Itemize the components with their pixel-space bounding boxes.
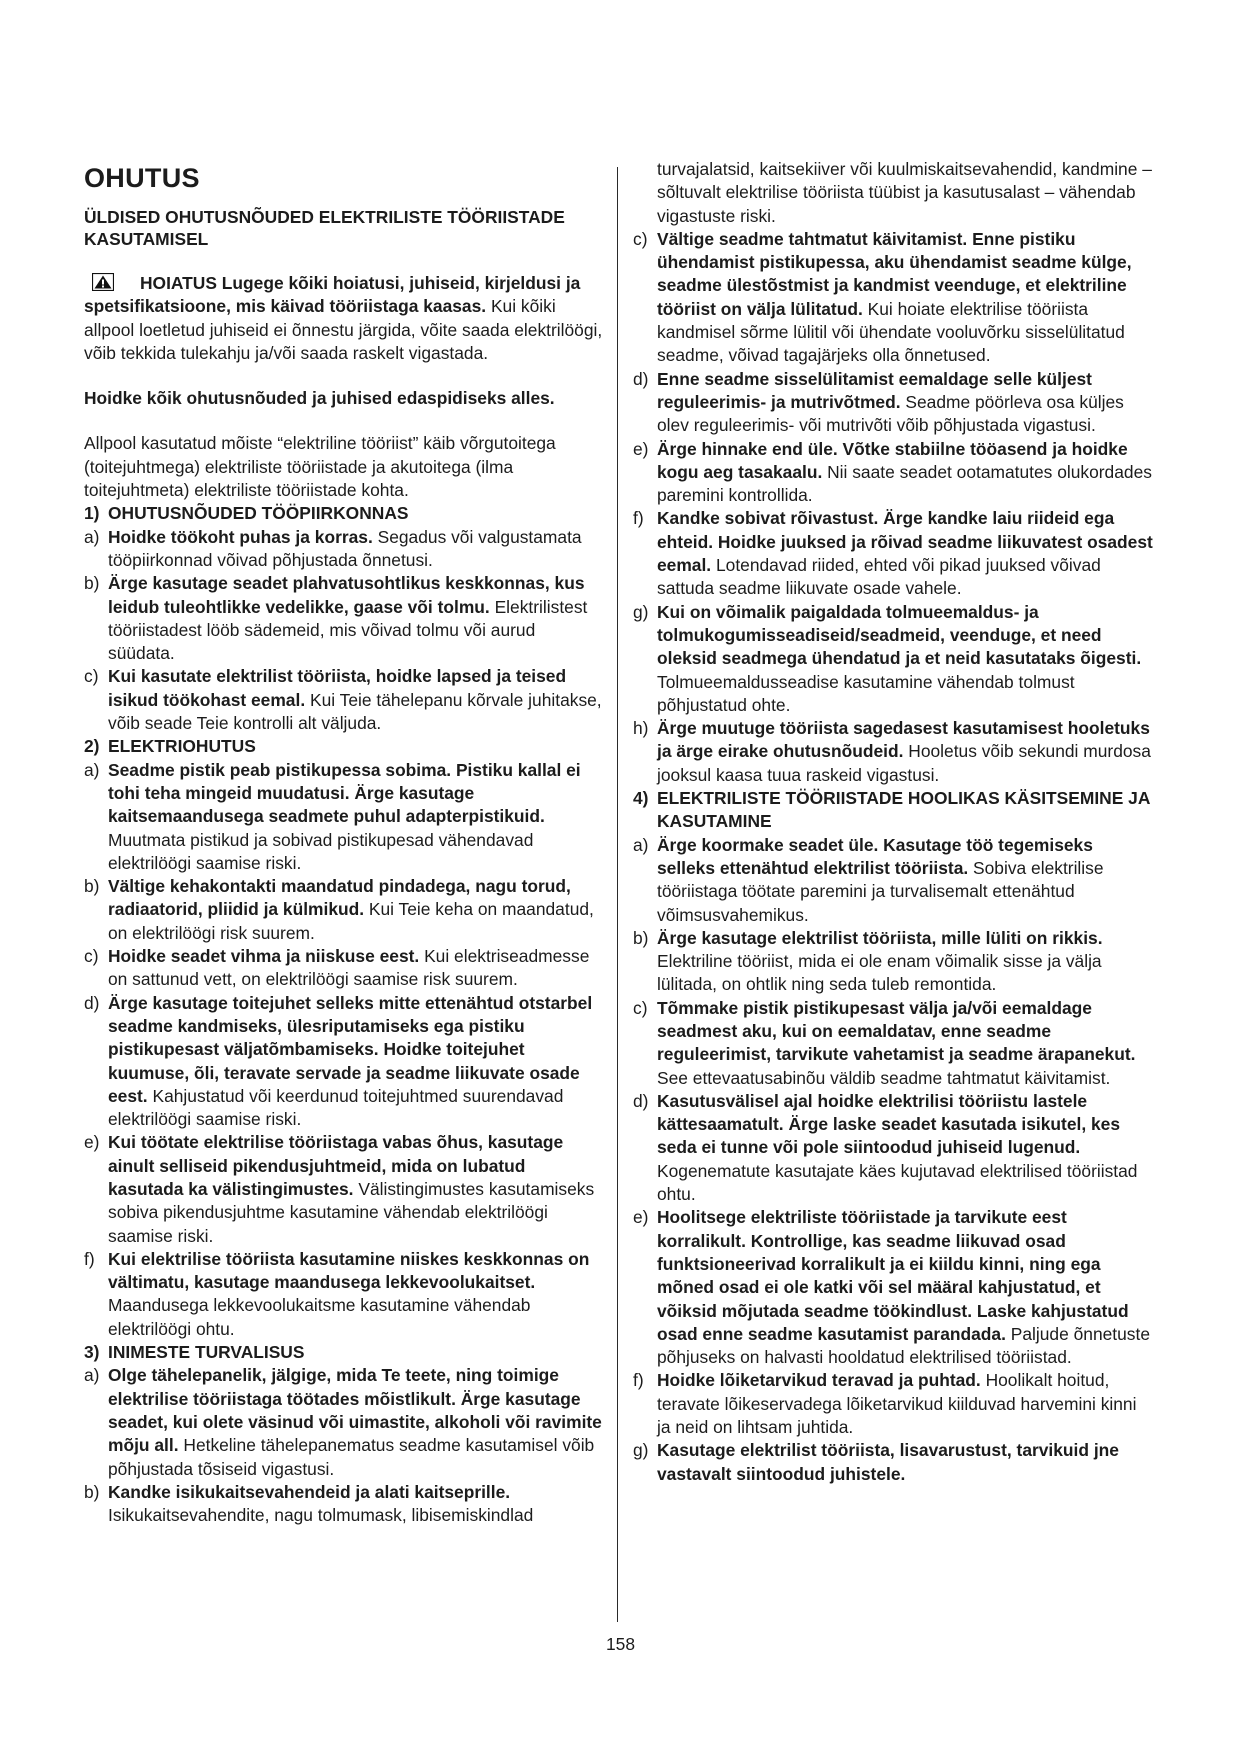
list-item — [84, 1248, 604, 1341]
list-item — [633, 997, 1153, 1090]
item-label: d) — [633, 1090, 649, 1111]
list-item — [84, 526, 604, 573]
section-number: 1) — [84, 503, 100, 524]
list-item — [84, 1364, 604, 1480]
item-plain-text: Seadme pöörleva osa küljes olev reguleerimis- või mutrivõti võib põhjustada vigastusi. — [657, 391, 1124, 436]
item-text — [657, 228, 1153, 368]
item-plain-text: Maandusega lekkevoolukaitsme kasutamine vähendab elektrilöögi ohtu. — [108, 1295, 531, 1339]
list-item — [84, 1481, 604, 1528]
item-label: f) — [633, 508, 644, 529]
item-bold-text: Seadme pistik peab pistikupessa sobima. Pistiku kallal ei tohi teha mingeid muudatusi. Ärge kasutage kaitsemaandusega seadmete puhul adapterpistikuid. — [108, 759, 581, 827]
list-item — [633, 1369, 1153, 1439]
item-label: a) — [84, 526, 100, 547]
item-label: e) — [633, 1207, 649, 1228]
right-items-section-4 — [633, 834, 1153, 1486]
item-text — [108, 992, 604, 1132]
section-title: ELEKTRIOHUTUS — [108, 736, 256, 757]
item-text — [108, 1131, 604, 1247]
list-item — [633, 368, 1153, 438]
warning-text: Kui kõiki allpool loetletud juhiseid ei õnnestu järgida, võite saada elektrilöögi, võib tekkida tulekahju ja/või saada raskelt vigastada. — [84, 296, 603, 363]
left-column — [84, 158, 604, 1527]
right-items-section-3 — [633, 228, 1153, 787]
item-plain-text: Välistingimustes kasutamiseks sobiva pikendusjuhtme kasutamine vähendab elektrilöögi saamise riski. — [108, 1178, 595, 1246]
right-column — [633, 158, 1153, 1486]
list-item — [633, 834, 1153, 927]
warning-heading: HOIATUS Lugege kõiki hoiatusi, juhiseid, kirjeldusi ja spetsifikatsioone, mis käivad tööriistaga kaasas. — [84, 273, 581, 317]
left-sections — [84, 502, 604, 1527]
list-item — [633, 601, 1153, 717]
list-item — [84, 875, 604, 945]
item-label: a) — [84, 759, 100, 780]
item-label: a) — [633, 834, 649, 855]
item-bold-text: Ärge hinnake end üle. Võtke stabiilne tööasend ja hoidke kogu aeg tasakaalu. — [657, 438, 1128, 482]
section-subtitle: ÜLDISED OHUTUSNÕUDED ELEKTRILISTE TÖÖRIISTADE KASUTAMISEL — [84, 207, 565, 249]
item-text — [657, 834, 1153, 927]
item-plain-text: Kahjustatud või keerdunud toitejuhtmed suurendavad elektrilöögi saamise riski. — [108, 1085, 564, 1130]
item-text — [108, 945, 604, 992]
item-plain-text: Hooletus võib sekundi murdosa jooksul kaasa tuua raskeid vigastusi. — [657, 741, 1151, 785]
item-plain-text: Kui hoiate elektrilise tööriista kandmisel sõrme lülitil või ühendate vooluvõrku sisselülitatud seadme, võivad tagajärjeks olla õnnetused. — [657, 298, 1125, 366]
item-text — [108, 572, 604, 665]
warning-paragraph — [84, 272, 604, 365]
item-bold-text: Kasutusvälisel ajal hoidke elektrilisi tööriistu lastele kättesaamatult. Ärge laske seadet kasutada isikutel, kes seda ei tunne või pole siintoodud juhiseid lugenud. — [657, 1090, 1121, 1158]
section-number: 4) — [633, 788, 649, 809]
item-label: d) — [84, 992, 100, 1013]
section-heading — [84, 502, 604, 525]
item-label: b) — [633, 927, 649, 948]
list-item — [84, 992, 604, 1132]
item-text — [657, 601, 1153, 717]
item-text — [108, 1481, 604, 1528]
item-bold-text: Vältige seadme tahtmatut käivitamist. Enne pistiku ühendamist pistikupessa, aku ühendamist seadme külge, seadme ülestõstmist ja kandmist veenduge, et elektriline tööriist on välja lülitatud. — [657, 228, 1132, 319]
item-text — [657, 1369, 1153, 1439]
item-label: d) — [633, 368, 649, 389]
list-item — [633, 1439, 1153, 1486]
list-item — [633, 507, 1153, 600]
item-bold-text: Hoidke seadet vihma ja niiskuse eest. — [108, 946, 420, 967]
item-bold-text: Hoidke lõiketarvikud teravad ja puhtad. — [657, 1370, 981, 1391]
item-bold-text: Ärge kasutage elektrilist tööriista, mille lüliti on rikkis. — [657, 927, 1103, 948]
item-label: e) — [84, 1132, 100, 1153]
item-bold-text: Kui töötate elektrilise tööriistaga vabas õhus, kasutage ainult selliseid pikendusjuhtmeid, mida on lubatud kasutada ka välistingimustes. — [108, 1132, 564, 1199]
item-label: c) — [633, 997, 648, 1018]
item-text — [657, 1090, 1153, 1206]
item-plain-text: Kui Teie tähelepanu kõrvale juhitakse, võib seade Teie kontrolli alt väljuda. — [108, 689, 602, 734]
item-bold-text: Enne seadme sisselülitamist eemaldage selle küljest reguleerimis- ja mutrivõtmed. — [657, 368, 1092, 412]
list-item — [633, 1090, 1153, 1206]
item-plain-text: Hoolikalt hoitud, teravate lõikeservadega lõiketarvikud kiilduvad harvemini kinni ja neid on lihtsam juhtida. — [657, 1370, 1137, 1438]
item-label: b) — [84, 876, 100, 897]
list-item — [633, 927, 1153, 997]
item-text — [657, 997, 1153, 1090]
item-plain-text: See ettevaatusabinõu väldib seadme tahtmatut käivitamist. — [657, 1067, 1111, 1088]
item-plain-text: Sobiva elektrilise tööriistaga töötate paremini ja turvalisemalt ettenähtud võimsusvahemikus. — [657, 857, 1104, 925]
list-item — [84, 945, 604, 992]
section-number: 2) — [84, 736, 100, 757]
item-label: a) — [84, 1365, 100, 1386]
item-text — [108, 1364, 604, 1480]
item-bold-text: Kandke isikukaitsevahendeid ja alati kaitseprille. — [108, 1481, 511, 1502]
item-plain-text: Paljude õnnetuste põhjuseks on halvasti hooldatud elektrilised tööriistad. — [657, 1323, 1150, 1368]
item-text — [657, 1206, 1153, 1369]
page-number: 158 — [605, 1634, 635, 1654]
item-label: c) — [84, 666, 99, 687]
item-bold-text: Hoolitsege elektriliste tööriistade ja tarvikute eest korralikult. Kontrollige, kas seadme liikuvad osad funktsioneerivad korralikult ja ei kiildu kinni, ning ega mõned osad ei ole katki või sel määral kahjustatud, et võiksid mõjutada seadme töökindlust. Laske kahjustatud osad enne seadme kasutamist parandada. — [657, 1207, 1129, 1344]
list-item — [633, 438, 1153, 508]
item-label: g) — [633, 1440, 649, 1461]
item-plain-text: Nii saate seadet ootamatutes olukordades paremini kontrollida. — [657, 461, 1152, 506]
item-plain-text: Muutmata pistikud ja sobivad pistikupesad vähendavad elektrilöögi saamise riski. — [108, 829, 534, 873]
list-item — [84, 759, 604, 875]
item-text — [657, 507, 1153, 600]
item-text — [108, 875, 604, 945]
item-bold-text: Kandke sobivat rõivastust. Ärge kandke laiu riideid ega ehteid. Hoidke juuksed ja rõivad seadme liikuvatest osadest eemal. — [657, 508, 1153, 576]
item-label: f) — [84, 1248, 95, 1269]
warning-triangle-icon — [92, 273, 114, 291]
page-title: OHUTUS — [84, 163, 200, 193]
section-heading — [84, 735, 604, 758]
item-bold-text: Kui elektrilise tööriista kasutamine niiskes keskkonnas on vältimatu, kasutage maandusega lekkevoolukaitset. — [108, 1248, 590, 1293]
item-bold-text: Kui on võimalik paigaldada tolmueemaldus- ja tolmukogumisseadiseid/seadmeid, veenduge, et need oleksid seadmega ühendatud ja et neid kasutataks õigesti. — [657, 601, 1142, 669]
item-text — [657, 368, 1153, 438]
item-bold-text: Tõmmake pistik pistikupesast välja ja/või eemaldage seadmest aku, kui on eemaldatav, enne seadme reguleerimist, tarvikute vahetamist ja seadme ärapanekut. — [657, 997, 1136, 1065]
item-plain-text: Segadus või valgustamata tööpiirkonnad võivad põhjustada õnnetusi. — [108, 526, 582, 570]
section-title: ELEKTRILISTE TÖÖRIISTADE HOOLIKAS KÄSITSEMINE JA KASUTAMINE — [657, 788, 1150, 832]
item-label: b) — [84, 1481, 100, 1502]
item-text — [657, 717, 1153, 787]
section-heading — [84, 1341, 604, 1364]
section-number: 3) — [84, 1342, 100, 1363]
item-bold-text: Ärge kasutage seadet plahvatusohtlikus keskkonnas, kus leidub tuleohtlikke vedelikke, gaase või tolmu. — [108, 573, 585, 617]
list-item — [84, 1131, 604, 1247]
item-plain-text: Kui elektriseadmesse on sattunud vett, on elektrilöögi saamise risk suurem. — [108, 946, 590, 990]
item-bold-text: Kui kasutate elektrilist tööriista, hoidke lapsed ja teised isikud töökohast eemal. — [108, 666, 567, 710]
item-label: f) — [633, 1370, 644, 1391]
item-text — [108, 1248, 604, 1341]
item-text — [108, 665, 604, 735]
item-label: b) — [84, 573, 100, 594]
item-label: e) — [633, 438, 649, 459]
item-plain-text: Hetkeline tähelepanematus seadme kasutamisel võib põhjustada tõsiseid vigastusi. — [108, 1435, 595, 1479]
continuation-text: turvajalatsid, kaitsekiiver või kuulmiskaitsevahendid, kandmine – sõltuvalt elektrilise tööriista tüübist ja kasutusalast – vähendab vigastuste riski. — [657, 159, 1152, 226]
item-label: h) — [633, 718, 649, 739]
section-title: OHUTUSNÕUDED TÖÖPIIRKONNAS — [108, 503, 409, 524]
column-divider — [617, 167, 618, 1622]
item-bold-text: Olge tähelepanelik, jälgige, mida Te teete, ning toimige elektrilise tööriistaga töötades mõistlikult. Ärge kasutage seadet, kui olete väsinud või uimastite, alkoholi või ravimite mõju all. — [108, 1365, 602, 1456]
keep-instructions-note: Hoidke kõik ohutusnõuded ja juhised edaspidiseks alles. — [84, 388, 555, 409]
item-text — [657, 438, 1153, 508]
item-plain-text: Tolmueemaldusseadise kasutamine vähendab tolmust põhjustatud ohte. — [657, 671, 1075, 715]
item-bold-text: Vältige kehakontakti maandatud pindadega, nagu torud, radiaatorid, pliidid ja külmikud. — [108, 876, 571, 920]
item-bold-text: Ärge muutuge tööriista sagedasest kasutamisest hooletuks ja ärge eirake ohutusnõudeid. — [657, 718, 1150, 762]
list-item — [633, 228, 1153, 368]
item-bold-text: Hoidke töökoht puhas ja korras. — [108, 526, 373, 547]
item-plain-text: Kui Teie keha on maandatud, on elektrilöögi risk suurem. — [108, 899, 594, 943]
item-plain-text: Isikukaitsevahendite, nagu tolmumask, libisemiskindlad — [108, 1505, 534, 1526]
item-bold-text: Kasutage elektrilist tööriista, lisavarustust, tarvikuid jne vastavalt siintoodud juhistele. — [657, 1440, 1119, 1484]
section-4-heading — [633, 787, 1153, 834]
list-item — [84, 572, 604, 665]
list-item — [633, 717, 1153, 787]
list-item — [633, 1206, 1153, 1369]
item-plain-text: Lotendavad riided, ehted või pikad juuksed võivad sattuda seadme liikuvate osade vahele. — [657, 555, 1101, 599]
item-text — [108, 526, 604, 573]
item-bold-text: Ärge kasutage toitejuhet selleks mitte ettenähtud otstarbel seadme kandmiseks, ülesriputamiseks ega pistiku pistikupesast väljatõmbamiseks. Hoidke toitejuhet kuumuse, õli, teravate servade ja seadme liikuvate osade eest. — [108, 992, 593, 1106]
section-title: INIMESTE TURVALISUS — [108, 1342, 305, 1363]
definition-text: Allpool kasutatud mõiste “elektriline tööriist” käib võrgutoitega (toitejuhtmega) elektriliste tööriistade ja akutoitega (ilma toitejuhtmeta) elektriliste tööriistade kohta. — [84, 433, 556, 501]
item-plain-text: Kogenematute kasutajate käes kujutavad elektrilised tööriistad ohtu. — [657, 1160, 1138, 1205]
item-plain-text: Elektrilistest tööriistadest lööb sädemeid, mis võivad tolmu või aurud süüdata. — [108, 596, 588, 664]
item-label: c) — [633, 228, 648, 249]
item-text — [108, 759, 604, 875]
item-label: c) — [84, 946, 99, 967]
item-label: g) — [633, 601, 649, 622]
item-plain-text: Elektriline tööriist, mida ei ole enam võimalik sisse ja välja lülitada, on ohtlik ning seda tuleb remontida. — [657, 951, 1102, 995]
item-text — [657, 1439, 1153, 1486]
item-bold-text: Ärge koormake seadet üle. Kasutage töö tegemiseks selleks ettenähtud elektrilist tööriista. — [657, 834, 1093, 878]
item-text — [657, 927, 1153, 997]
list-item — [84, 665, 604, 735]
